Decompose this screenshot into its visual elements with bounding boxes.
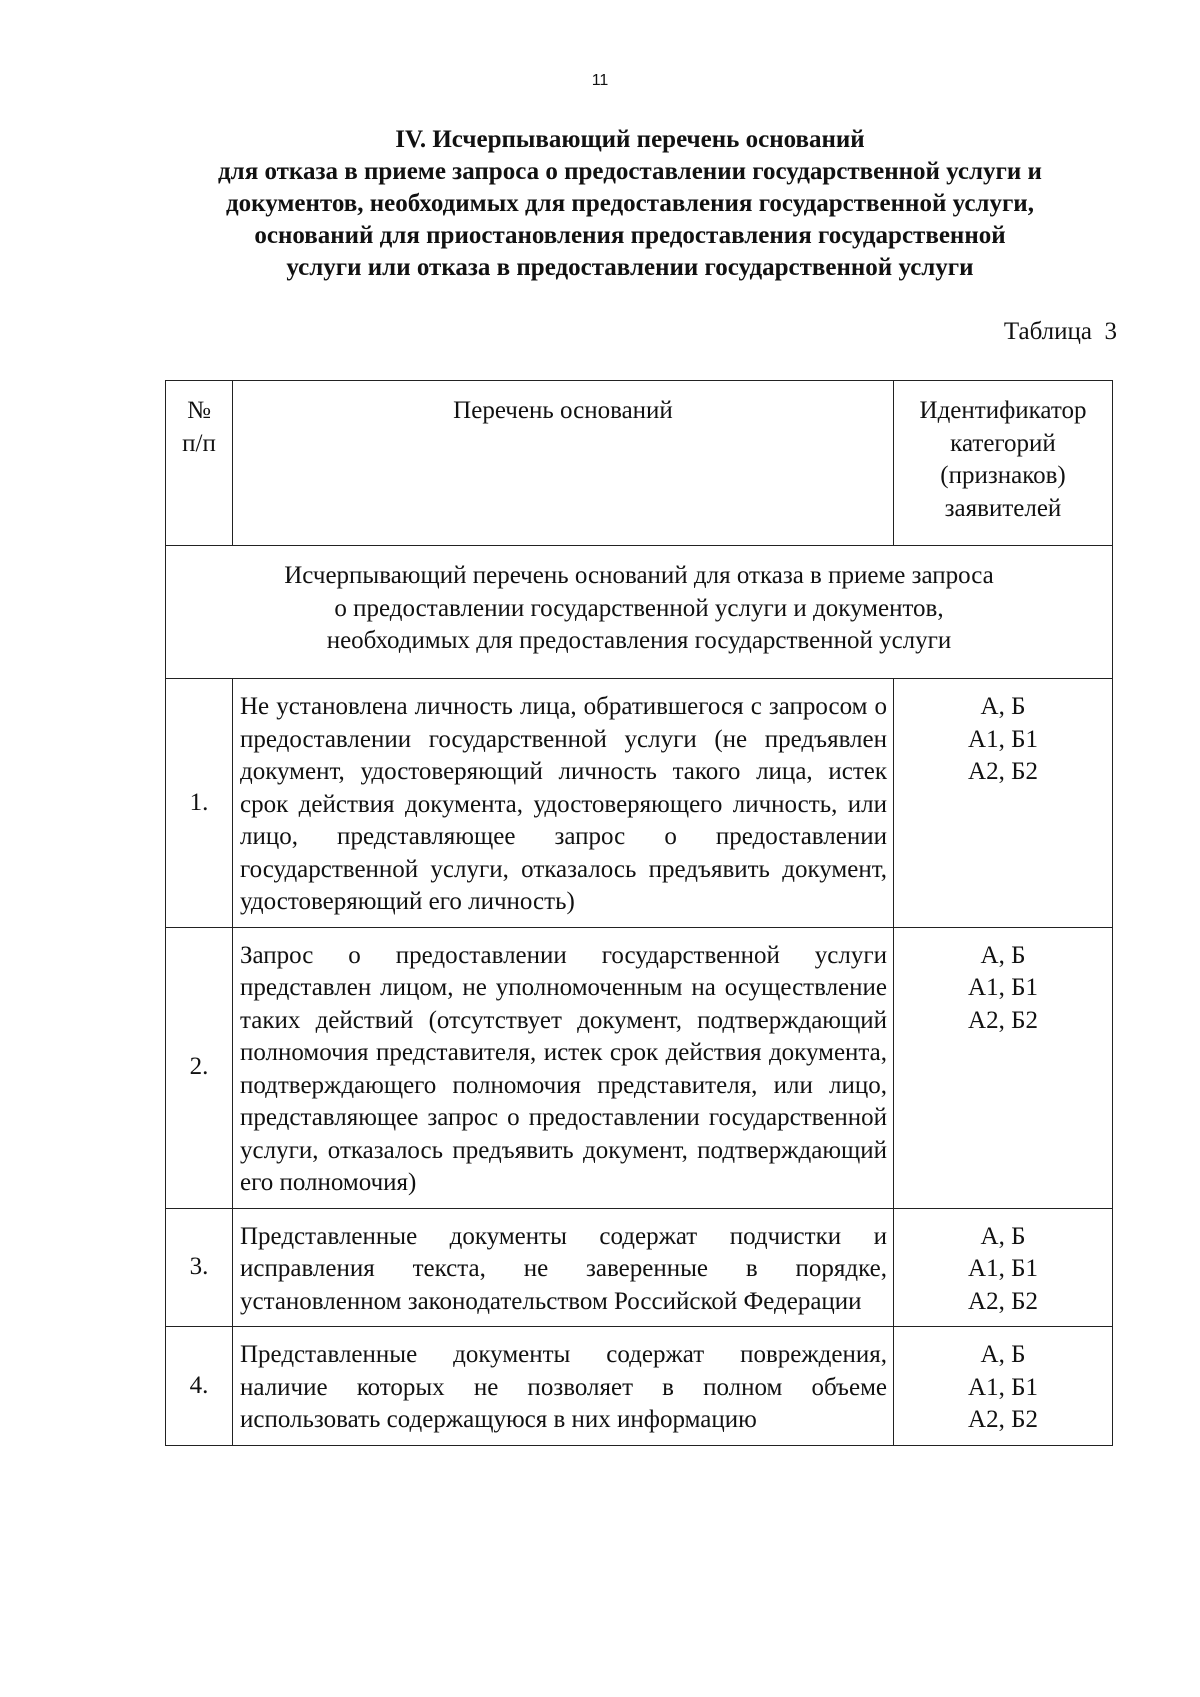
- heading-line: оснований для приостановления предоставления государственной: [254, 222, 1006, 249]
- page-number: 11: [591, 72, 609, 89]
- row-identifiers: [894, 927, 1113, 1208]
- header-identifier: [894, 381, 1113, 546]
- identifier-line: А2, Б2: [968, 1006, 1038, 1034]
- table-header-row: [166, 381, 1113, 546]
- header-identifier-line: заявителей: [944, 494, 1062, 522]
- header-identifier-line: Идентификатор: [919, 397, 1087, 424]
- heading-line: услуги или отказа в предоставлении государственной услуги: [286, 254, 974, 281]
- row-reason: Представленные документы содержат подчистки и исправления текста, не заверенные в порядке, установленном законодательством Российской Федерации: [233, 1208, 894, 1327]
- heading-line: IV. Исчерпывающий перечень оснований: [395, 126, 865, 153]
- section-title-row: [166, 546, 1113, 679]
- header-number-line: п/п: [182, 429, 216, 457]
- reasons-table: [165, 380, 1113, 1446]
- row-number: 3.: [166, 1208, 233, 1327]
- row-identifiers: [894, 679, 1113, 928]
- identifier-line: А, Б: [980, 1222, 1026, 1250]
- row-number: 2.: [166, 927, 233, 1208]
- header-number: [166, 381, 233, 546]
- header-reasons: Перечень оснований: [233, 381, 894, 546]
- row-identifiers: [894, 1327, 1113, 1446]
- header-number-line: №: [187, 397, 211, 424]
- identifier-line: А2, Б2: [968, 758, 1038, 785]
- identifier-line: А1, Б1: [968, 1373, 1038, 1401]
- row-reason: Представленные документы содержат повреждения, наличие которых не позволяет в полном объеме использовать содержащуюся в них информацию: [233, 1327, 894, 1446]
- table-row: [166, 679, 1113, 928]
- identifier-line: А, Б: [980, 1341, 1026, 1368]
- section-title-line: Исчерпывающий перечень оснований для отказа в приеме запроса: [284, 562, 994, 589]
- identifier-line: А, Б: [980, 693, 1026, 720]
- identifier-line: А2, Б2: [968, 1406, 1038, 1433]
- row-reason: Запрос о предоставлении государственной услуги представлен лицом, не уполномоченным на осуществление таких действий (отсутствует документ, подтверждающий полномочия представителя, истек срок действия документа, подтверждающего полномочия представителя, или лицо, представляющее запрос о предоставлении государственной услуги, отказалось предъявить документ, подтверждающий его полномочия): [233, 927, 894, 1208]
- header-identifier-line: категорий: [950, 429, 1056, 457]
- row-number: 1.: [166, 679, 233, 928]
- row-identifiers: [894, 1208, 1113, 1327]
- section-title-line: о предоставлении государственной услуги и документов,: [334, 594, 944, 622]
- table-row: [166, 1327, 1113, 1446]
- row-number: 4.: [166, 1327, 233, 1446]
- identifier-line: А2, Б2: [968, 1287, 1038, 1315]
- table-row: [166, 927, 1113, 1208]
- identifier-line: А, Б: [980, 941, 1026, 969]
- table-row: [166, 1208, 1113, 1327]
- header-identifier-line: (признаков): [940, 462, 1066, 489]
- row-reason: Не установлена личность лица, обратившегося с запросом о предоставлении государственной услуги (не предъявлен документ, удостоверяющий личность такого лица, истек срок действия документа, удостоверяющего личность, или лицо, представляющее запрос о предоставлении государственной услуги, отказалось предъявить документ, удостоверяющий его личность): [233, 679, 894, 928]
- identifier-line: А1, Б1: [968, 1255, 1038, 1282]
- heading-line: документов, необходимых для предоставления государственной услуги,: [226, 190, 1034, 217]
- heading-line: для отказа в приеме запроса о предоставлении государственной услуги и: [218, 158, 1042, 185]
- identifier-line: А1, Б1: [968, 974, 1038, 1001]
- table-caption: Таблица 3: [1003, 318, 1117, 345]
- section-title-line: необходимых для предоставления государственной услуги: [326, 627, 952, 654]
- section-heading: [150, 124, 1110, 284]
- section-title: [166, 546, 1113, 679]
- identifier-line: А1, Б1: [968, 725, 1038, 753]
